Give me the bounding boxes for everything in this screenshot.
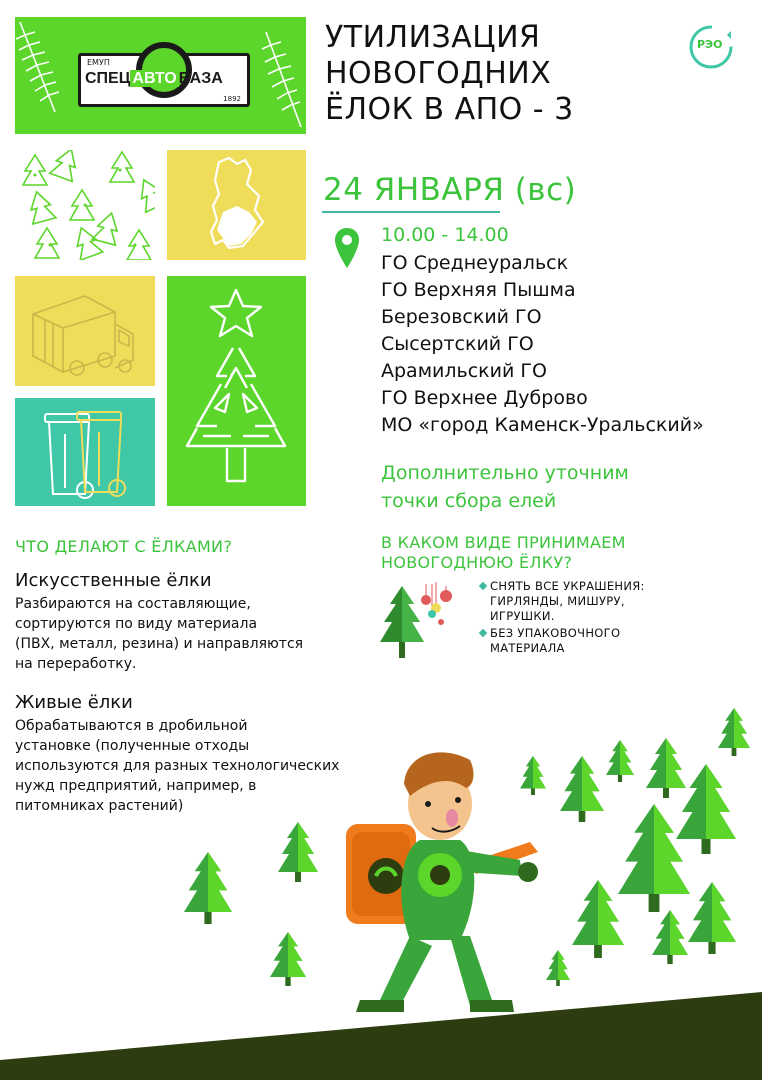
text-line: МАТЕРИАЛА [490,641,565,655]
pine-tree-icon [688,882,736,954]
what-section-heading: ЧТО ДЕЛАЮТ С ЁЛКАМИ? [15,537,233,556]
reo-logo-text: РЭО [697,38,723,51]
text-line: БЕЗ УПАКОВОЧНОГО [490,626,621,640]
text-line: используются для разных технологических [15,758,340,774]
title-line-2: НОВОГОДНИХ [325,56,552,91]
logo-text-baza: БАЗА [178,70,223,87]
text-line: Разбираются на составляющие, [15,596,251,612]
fir-branch-right-icon [256,17,306,134]
recycle-tree-tile [167,276,306,506]
location-item: Березовский ГО [381,306,542,328]
christmas-tree-pattern-icon [15,150,155,260]
recycle-tree-icon [167,276,306,506]
event-date: 24 ЯНВАРЯ (вс) [323,172,577,208]
location-item: Сысертский ГО [381,333,534,355]
title-line-1: УТИЛИЗАЦИЯ [325,20,541,55]
text-line: питомниках растений) [15,798,184,814]
bins-tile [15,398,155,506]
character-illustration [346,752,538,1012]
extra-note [381,459,629,515]
location-item: ГО Верхняя Пышма [381,279,576,301]
forest-illustration [0,700,762,1080]
garbage-truck-icon [15,276,155,386]
spetsavtobaza-logo [78,53,250,107]
artificial-trees-text [15,594,303,674]
pine-tree-icon [572,880,624,958]
pine-tree-icon [560,756,604,822]
extra-note-line-2: точки сбора елей [381,490,557,512]
page-title [325,20,574,128]
pine-tree-icon [676,764,736,854]
truck-tile [15,276,155,386]
pine-tree-icon [606,740,634,782]
text-line: СНЯТЬ ВСЕ УКРАШЕНИЯ: [490,579,645,593]
location-pin-icon [333,226,361,270]
reo-logo [687,23,735,71]
bullet-diamond-icon [479,582,487,590]
location-item: ГО Среднеуральск [381,252,569,274]
pine-tree-icon [520,756,546,795]
event-time: 10.00 - 14.00 [381,224,509,246]
date-underline [322,211,500,213]
accept-item-2 [490,626,620,656]
waste-bins-icon [15,398,155,506]
bullet-diamond-icon [479,629,487,637]
logo-text-avto: АВТО [132,70,177,87]
extra-note-line-1: Дополнительно уточним [381,462,629,484]
artificial-trees-title: Искусственные ёлки [15,570,212,591]
tree-pattern-tile [15,150,155,260]
accept-section-heading [381,533,626,573]
pine-tree-icon [184,852,232,924]
logo-banner [15,17,306,134]
live-trees-title: Живые ёлки [15,692,133,713]
pine-tree-icon [618,804,690,912]
pine-tree-icon [718,708,750,756]
text-line: установке (полученные отходы [15,738,250,754]
heading-line-1: В КАКОМ ВИДЕ ПРИНИМАЕМ [381,533,626,552]
logo-top-text: ЕМУП [87,58,110,67]
location-list [381,250,704,439]
accept-item-1 [490,579,645,624]
text-line: сортируются по виду материала [15,616,258,632]
pine-tree-icon [278,822,318,882]
text-line: (ПВХ, металл, резина) и направляются [15,636,304,652]
pine-tree-icon [546,950,570,986]
region-map-icon [167,150,306,260]
pine-tree-icon [270,932,306,986]
text-line: Обрабатываются в дробильной [15,718,248,734]
decorated-tree-icon [378,582,468,664]
pine-tree-icon [652,910,688,964]
pine-tree-icon [646,738,686,798]
text-line: нужд предприятий, например, в [15,778,257,794]
heading-line-2: НОВОГОДНЮЮ ЁЛКУ? [381,553,573,572]
text-line: на переработку. [15,656,137,672]
text-line: ГИРЛЯНДЫ, МИШУРУ, [490,594,625,608]
text-line: ИГРУШКИ. [490,609,555,623]
location-item: Арамильский ГО [381,360,547,382]
logo-year: 1892 [223,95,241,103]
fir-branch-left-icon [15,17,85,134]
title-line-3: ЁЛОК В АПО - 3 [325,92,574,127]
location-item: ГО Верхнее Дуброво [381,387,588,409]
logo-text-spets: СПЕЦ [85,70,131,87]
location-item: МО «город Каменск-Уральский» [381,414,704,436]
region-map-tile [167,150,306,260]
